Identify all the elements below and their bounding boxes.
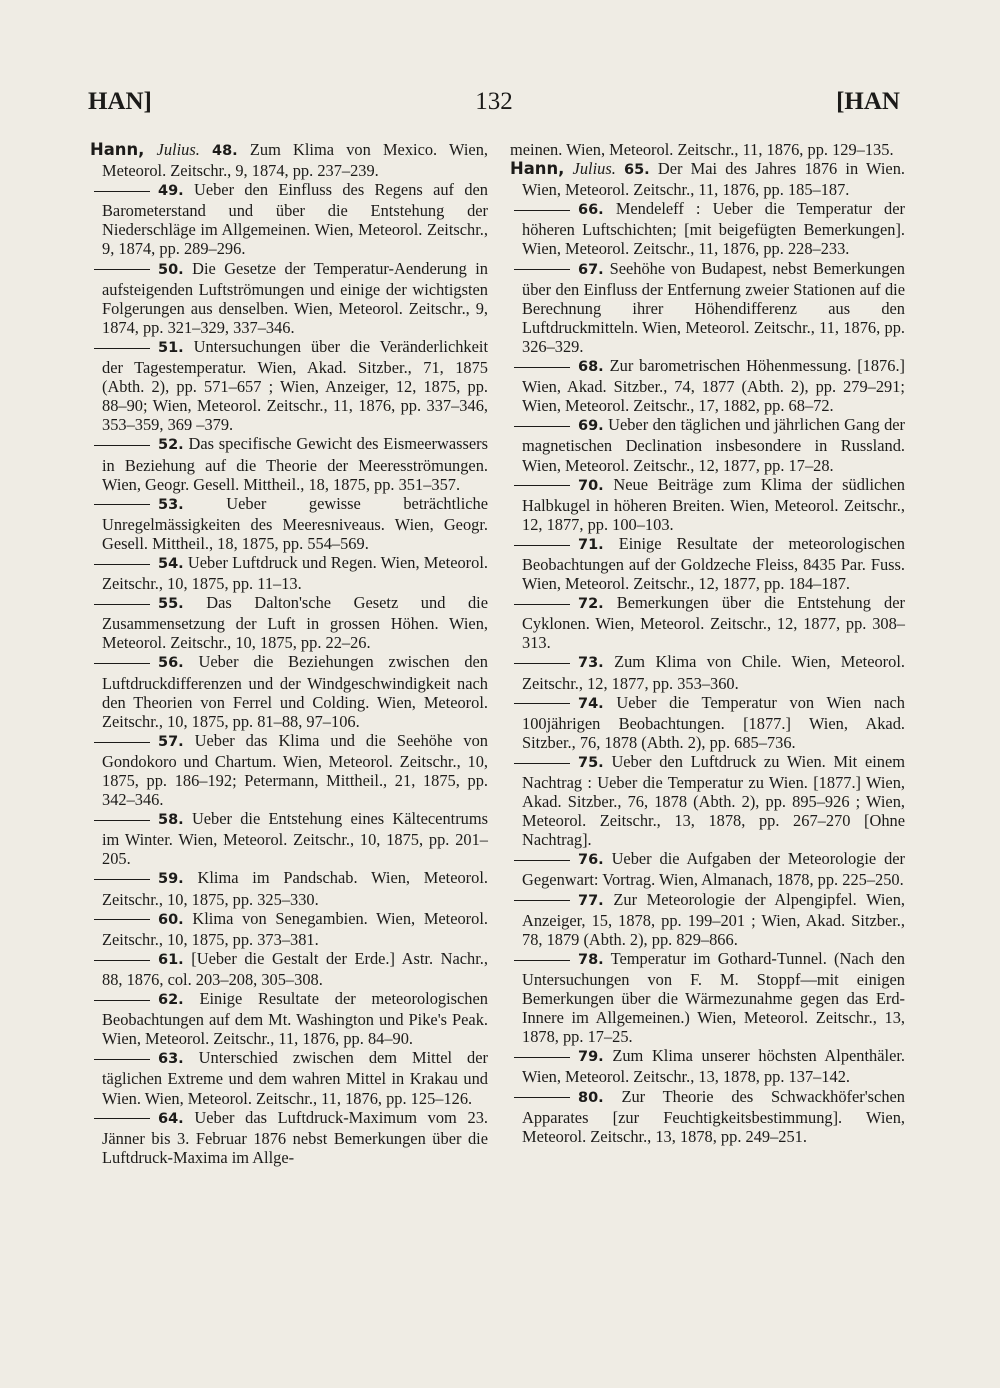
- entry-number: 78.: [578, 951, 604, 968]
- entry-text: Das Dalton'sche Gesetz und die Zusammensetzung der Luft in grossen Höhen. Wien, Meteorol. Zeitschr., 10, 1875, pp. 22–26.: [102, 593, 488, 653]
- ditto-rule: [514, 703, 570, 704]
- bibliography-entry: [510, 652, 905, 692]
- author-surname: Hann,: [510, 159, 565, 179]
- ditto-rule: [94, 663, 150, 664]
- bibliography-entry: [510, 259, 905, 356]
- ditto-rule: [514, 545, 570, 546]
- entry-text: Ueber die Beziehungen zwischen den Luftdruckdifferenzen und der Windgeschwindigkeit nach den Theorien von Ferrel und Colding. Wien, Meteorol. Zeitschr., 10, 1875, pp. 81–88, 97–106.: [102, 652, 488, 731]
- entry-number: 75.: [578, 754, 604, 771]
- entry-text: Temperatur im Gothard-Tunnel. (Nach den Untersuchungen von F. M. Stoppf—mit einigen Bemerkungen über die Wärmezunahme gegen das Erd-Innere im Allgemeinen.) Wien, Meteorol. Zeitschr., 13, 1878, pp. 17–25.: [522, 948, 905, 1047]
- right-column: [510, 140, 905, 1146]
- ditto-rule: [94, 191, 150, 192]
- entry-text: Einige Resultate der meteorologischen Beobachtungen auf dem Mt. Washington und Pike's Peak. Wien, Meteorol. Zeitschr., 11, 1876, pp. 84–90.: [102, 989, 488, 1049]
- ditto-rule: [94, 820, 150, 821]
- bibliography-entry: [90, 434, 488, 493]
- entry-text: Neue Beiträge zum Klima der südlichen Halbkugel in höheren Breiten. Wien, Meteorol. Zeitschr., 12, 1877, pp. 100–103.: [522, 474, 905, 534]
- bibliography-entry: [510, 949, 905, 1046]
- ditto-rule: [514, 269, 570, 270]
- ditto-rule: [94, 1118, 150, 1119]
- entry-number: 63.: [158, 1051, 184, 1068]
- bibliography-entry: [90, 949, 488, 989]
- ditto-rule: [94, 879, 150, 880]
- entry-text: Unterschied zwischen dem Mittel der täglichen Extreme und dem wahren Mittel in Krakau und Wien. Wien, Meteorol. Zeitschr., 11, 1876, pp. 125–126.: [102, 1048, 488, 1108]
- bibliography-entry: [90, 494, 488, 553]
- bibliography-entry: [510, 693, 905, 752]
- bibliography-entry: [510, 890, 905, 949]
- entry-text: Ueber den Einfluss des Regens auf den Barometerstand und über die Entstehung der Niederschläge im Allgemeinen. Wien, Meteorol. Zeitschr., 9, 1874, pp. 289–296.: [102, 180, 488, 259]
- entry-text: Die Gesetze der Temperatur-Aenderung in aufsteigenden Luftströmungen und einige der wichtigsten Folgerungen aus denselben. Wien, Meteorol. Zeitschr., 9, 1874, pp. 321–329, 337–346.: [102, 258, 488, 337]
- ditto-rule: [94, 504, 150, 505]
- entry-number: 74.: [578, 695, 604, 712]
- bibliography-entry: [510, 534, 905, 593]
- entry-number: 57.: [158, 733, 184, 750]
- page-header: [88, 88, 900, 128]
- entry-text: Das specifische Gewicht des Eismeerwassers in Beziehung auf die Theorie der Meeresströmungen. Wien, Geogr. Gesell. Mittheil., 18, 1875, pp. 351–357.: [102, 434, 488, 494]
- bibliography-entry: [510, 1087, 905, 1146]
- ditto-rule: [514, 960, 570, 961]
- entry-number: 50.: [158, 261, 184, 278]
- ditto-rule: [94, 742, 150, 743]
- entry-text: Untersuchungen über die Veränderlichkeit der Tagestemperatur. Wien, Akad. Sitzber., 71, 1875 (Abth. 2), pp. 571–657 ; Wien, Anzeiger, 12, 1875, pp. 88–90; Wien, Meteorol. Zeitschr., 11, 1876, pp. 337–346, 353–359, 369 –379.: [102, 336, 488, 435]
- entry-text: Ueber die Temperatur von Wien nach 100jährigen Beobachtungen. [1877.] Wien, Akad. Sitzber., 76, 1878 (Abth. 2), pp. 685–736.: [522, 692, 905, 752]
- bibliography-entry: [510, 199, 905, 258]
- entry-number: 62.: [158, 992, 184, 1009]
- entry-number: 59.: [158, 871, 184, 888]
- bibliography-entry: [90, 1108, 488, 1167]
- entry-text: Der Mai des Jahres 1876 in Wien. Wien, Meteorol. Zeitschr., 11, 1876, pp. 185–187.: [522, 159, 905, 200]
- header-right-heading: [HAN: [836, 88, 900, 115]
- ditto-rule: [94, 604, 150, 605]
- entry-number: 67.: [578, 261, 604, 278]
- ditto-rule: [94, 1000, 150, 1001]
- bibliography-entry: [90, 652, 488, 730]
- entry-number: 73.: [578, 655, 604, 672]
- entry-text: Zum Klima unserer höchsten Alpenthäler. Wien, Meteorol. Zeitschr., 13, 1878, pp. 137–142.: [522, 1046, 905, 1087]
- entry-text: Klima im Pandschab. Wien, Meteorol. Zeitschr., 10, 1875, pp. 325–330.: [102, 868, 488, 909]
- bibliography-entry: [90, 140, 488, 180]
- entry-number: 77.: [578, 892, 604, 909]
- entry-number: 58.: [158, 812, 184, 829]
- ditto-rule: [514, 1057, 570, 1058]
- bibliography-entry: [510, 752, 905, 849]
- entry-number: 54.: [158, 555, 184, 572]
- entry-text: Einige Resultate der meteorologischen Beobachtungen auf der Goldzeche Fleiss, 8435 Par. Fuss. Wien, Meteorol. Zeitschr., 12, 1877, pp. 184–187.: [522, 533, 905, 594]
- entry-text: Zur Meteorologie der Alpengipfel. Wien, Anzeiger, 15, 1878, pp. 199–201 ; Wien, Akad. Sitzber., 78, 1879 (Abth. 2), pp. 829–866.: [522, 889, 906, 949]
- bibliography-entry: [510, 475, 905, 534]
- entry-number: 66.: [578, 202, 604, 219]
- ditto-rule: [514, 663, 570, 664]
- entry-number: 79.: [578, 1049, 604, 1066]
- entry-number: 64.: [158, 1110, 184, 1127]
- entry-text: Ueber den Luftdruck zu Wien. Mit einem Nachtrag : Ueber die Temperatur zu Wien. [1877.] Wien, Akad. Sitzber., 76, 1878 (Abth. 2), pp. 895–926 ; Wien, Meteorol. Zeitschr., 13, 1878, pp. 267–270 [Ohne Nachtrag].: [522, 751, 905, 850]
- ditto-rule: [514, 210, 570, 211]
- entry-number: 69.: [578, 418, 604, 435]
- entry-text: Ueber das Luftdruck-Maximum vom 23. Jänner bis 3. Februar 1876 nebst Bemerkungen über die Luftdruck-Maxima im Allge-: [102, 1107, 488, 1167]
- page-number: 132: [475, 88, 513, 115]
- left-column: [90, 140, 488, 1167]
- bibliography-entry: [90, 868, 488, 908]
- entry-number: 56.: [158, 655, 184, 672]
- entry-text: Ueber Luftdruck und Regen. Wien, Meteorol. Zeitschr., 10, 1875, pp. 11–13.: [102, 552, 488, 594]
- author-given-name: Julius.: [572, 159, 616, 179]
- entry-text: Zur barometrischen Höhenmessung. [1876.] Wien, Akad. Sitzber., 74, 1877 (Abth. 2), pp. 279–291; Wien, Meteorol. Zeitschr., 17, 1882, pp. 68–72.: [522, 356, 905, 416]
- ditto-rule: [514, 860, 570, 861]
- entry-text: [Ueber die Gestalt der Erde.] Astr. Nachr., 88, 1876, col. 203–208, 305–308.: [102, 948, 488, 989]
- entry-number: 65.: [624, 162, 650, 179]
- bibliography-entry: [90, 1048, 488, 1107]
- ditto-rule: [514, 426, 570, 427]
- bibliography-entry: [90, 553, 488, 593]
- bibliography-entry: [510, 159, 905, 199]
- ditto-rule: [514, 1097, 570, 1098]
- entry-number: 52.: [158, 437, 184, 454]
- ditto-rule: [94, 919, 150, 920]
- entry-text: Zur Theorie des Schwackhöfer'schen Apparates [zur Feuchtigkeitsbestimmung]. Wien, Meteorol. Zeitschr., 13, 1878, pp. 249–251.: [522, 1086, 905, 1146]
- ditto-rule: [514, 485, 570, 486]
- ditto-rule: [94, 348, 150, 349]
- entry-number: 48.: [212, 143, 238, 159]
- entry-number: 61.: [158, 951, 184, 968]
- entry-text: Seehöhe von Budapest, nebst Bemerkungen über den Einfluss der Entfernung zweier Stationen auf die Berechnung ihrer Höhendifferenz aus den Luftdruckmitteln. Wien, Meteorol. Zeitschr., 11, 1876, pp. 326–329.: [522, 258, 905, 356]
- entry-text: Ueber die Aufgaben der Meteorologie der Gegenwart: Vortrag. Wien, Almanach, 1878, pp. 225–250.: [522, 849, 905, 890]
- bibliography-entry-continuation: [510, 140, 905, 159]
- ditto-rule: [94, 1059, 150, 1060]
- bibliography-entry: [510, 415, 905, 474]
- entry-number: 55.: [158, 596, 184, 613]
- entry-number: 49.: [158, 183, 184, 200]
- entry-text: Ueber gewisse beträchtliche Unregelmässigkeiten des Meeresniveaus. Wien, Geogr. Gesell. Mittheil., 18, 1875, pp. 554–569.: [102, 493, 488, 553]
- bibliography-entry: [90, 337, 488, 434]
- header-left-heading: HAN]: [88, 88, 152, 115]
- entry-text: Klima von Senegambien. Wien, Meteorol. Zeitschr., 10, 1875, pp. 373–381.: [102, 908, 488, 949]
- ditto-rule: [514, 763, 570, 764]
- entry-text: meinen. Wien, Meteorol. Zeitschr., 11, 1876, pp. 129–135.: [510, 140, 894, 159]
- entry-number: 76.: [578, 852, 604, 869]
- bibliography-entry: [90, 909, 488, 949]
- entry-text: Zum Klima von Mexico. Wien, Meteorol. Zeitschr., 9, 1874, pp. 237–239.: [102, 140, 488, 181]
- ditto-rule: [94, 564, 150, 565]
- bibliography-entry: [510, 1046, 905, 1086]
- entry-text: Ueber das Klima und die Seehöhe von Gondokoro und Chartum. Wien, Meteorol. Zeitschr., 10, 1875, pp. 186–192; Petermann, Mittheil., 21, 1875, pp. 342–346.: [102, 730, 488, 810]
- bibliography-entry: [90, 989, 488, 1048]
- bibliography-entry: [90, 180, 488, 258]
- author-given-name: Julius.: [156, 140, 200, 159]
- ditto-rule: [514, 900, 570, 901]
- bibliography-entry: [510, 593, 905, 652]
- entry-text: Ueber den täglichen und jährlichen Gang der magnetischen Declination insbesondere in Russland. Wien, Meteorol. Zeitschr., 12, 1877, pp. 17–28.: [522, 415, 905, 475]
- entry-number: 70.: [578, 477, 604, 494]
- bibliography-entry: [510, 849, 905, 889]
- ditto-rule: [94, 445, 150, 446]
- ditto-rule: [514, 367, 570, 368]
- entry-text: Zum Klima von Chile. Wien, Meteorol. Zeitschr., 12, 1877, pp. 353–360.: [522, 652, 905, 693]
- entry-text: Ueber die Entstehung eines Kältecentrums im Winter. Wien, Meteorol. Zeitschr., 10, 1875, pp. 201–205.: [102, 809, 488, 869]
- entry-number: 80.: [578, 1089, 604, 1106]
- bibliography-entry: [90, 593, 488, 652]
- bibliography-entry: [90, 809, 488, 868]
- entry-number: 72.: [578, 596, 604, 613]
- author-surname: Hann,: [90, 140, 145, 159]
- entry-number: 51.: [158, 339, 184, 356]
- ditto-rule: [94, 960, 150, 961]
- entry-text: Mendeleff : Ueber die Temperatur der höheren Luftschichten; [mit beigefügten Bemerkungen]. Wien, Meteorol. Zeitschr., 11, 1876, pp. 228–233.: [522, 199, 905, 259]
- ditto-rule: [514, 604, 570, 605]
- entry-number: 68.: [578, 359, 604, 376]
- entry-number: 71.: [578, 536, 604, 553]
- entry-number: 53.: [158, 496, 184, 513]
- bibliography-entry: [510, 356, 905, 415]
- bibliography-entry: [90, 731, 488, 809]
- entry-number: 60.: [158, 911, 184, 928]
- ditto-rule: [94, 269, 150, 270]
- bibliography-entry: [90, 259, 488, 337]
- entry-text: Bemerkungen über die Entstehung der Cyklonen. Wien, Meteorol. Zeitschr., 12, 1877, pp. 308–313.: [522, 593, 905, 653]
